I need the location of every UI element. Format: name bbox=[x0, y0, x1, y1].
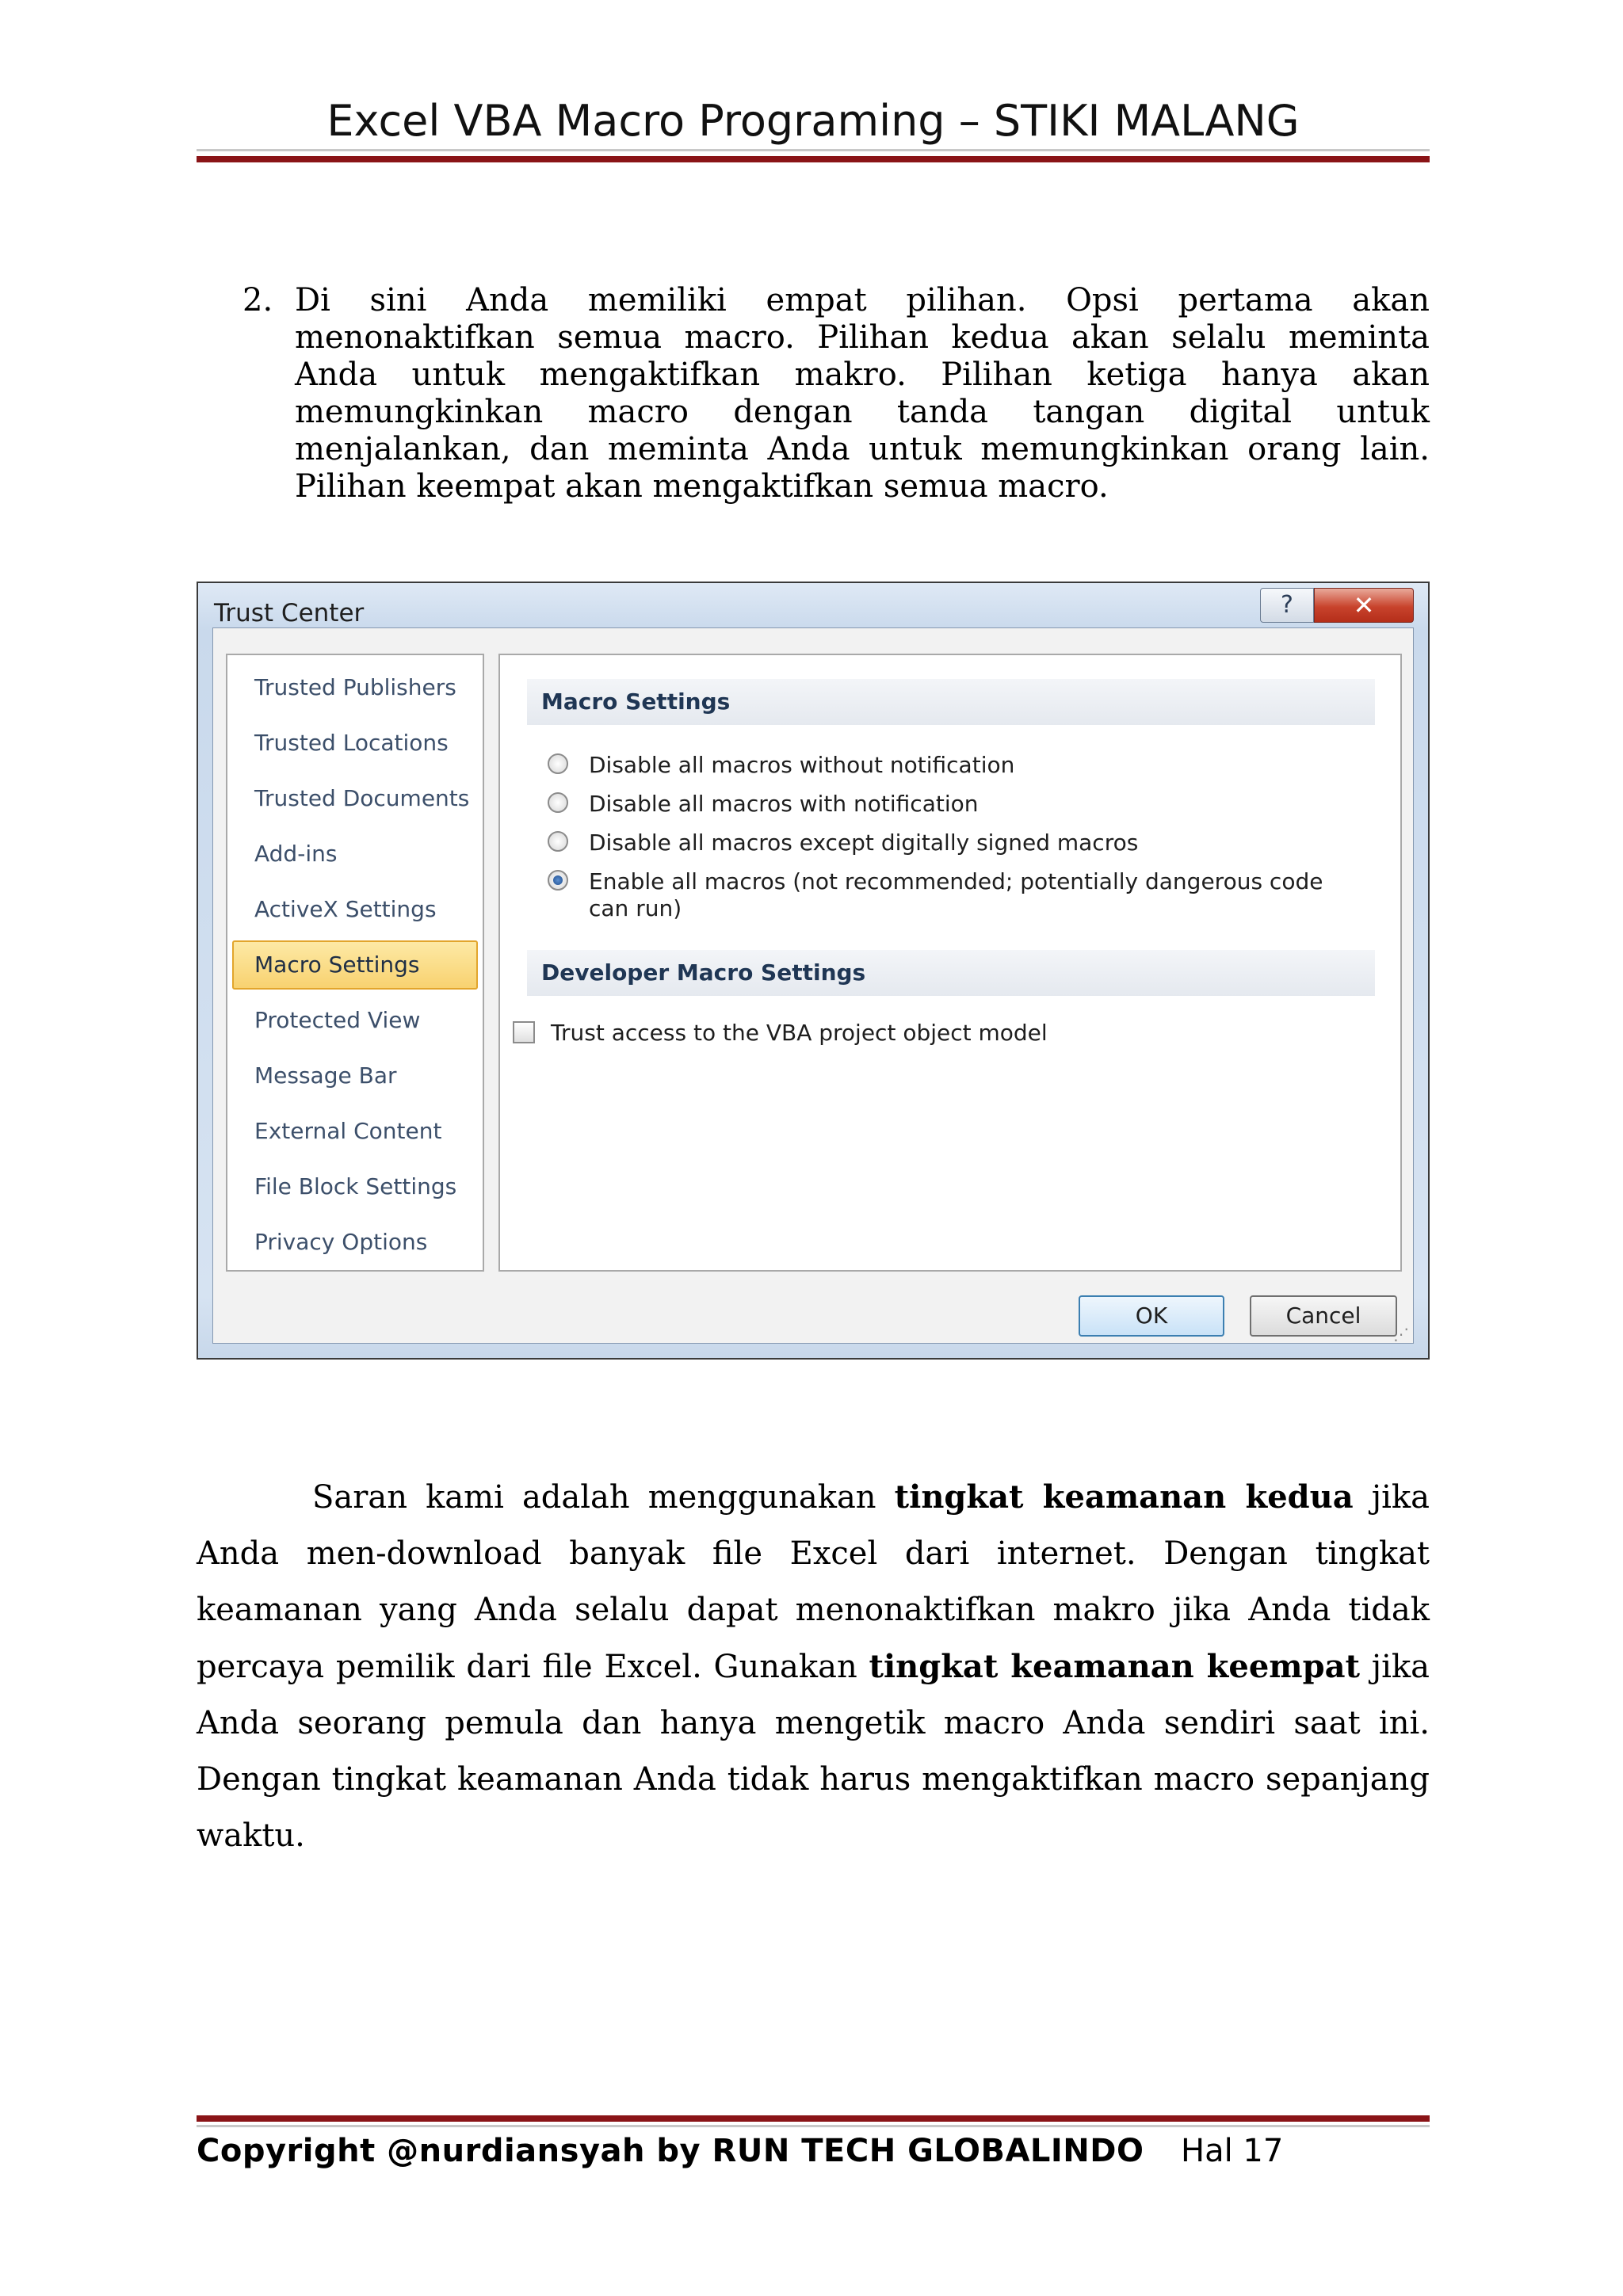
nav-panel bbox=[226, 654, 484, 1272]
radio-option-disable-with-notification[interactable] bbox=[589, 791, 1365, 818]
nav-item-protected-view[interactable]: Protected View bbox=[254, 1007, 421, 1033]
paragraph-text-1: Saran kami adalah menggunakan bbox=[312, 1479, 895, 1516]
radio-button[interactable] bbox=[548, 753, 568, 774]
paragraph-bold-1: tingkat keamanan kedua bbox=[894, 1478, 1354, 1516]
nav-item-activex-settings[interactable]: ActiveX Settings bbox=[254, 896, 437, 922]
header-rule-thin bbox=[197, 149, 1430, 151]
nav-item-trusted-publishers[interactable]: Trusted Publishers bbox=[254, 674, 456, 700]
resize-grip-icon[interactable]: ⋰ bbox=[1393, 1325, 1409, 1344]
vba-access-checkbox-row[interactable] bbox=[551, 1020, 1048, 1047]
body-paragraph bbox=[197, 1469, 1430, 1864]
radio-button-selected[interactable] bbox=[548, 870, 568, 891]
macro-settings-header: Macro Settings bbox=[527, 679, 1375, 725]
footer-copyright: Copyright @nurdiansyah by RUN TECH GLOBALINDO bbox=[197, 2133, 1144, 2169]
radio-label: Disable all macros except digitally signed macros bbox=[589, 830, 1139, 856]
nav-item-macro-settings[interactable]: Macro Settings bbox=[232, 940, 478, 990]
radio-button[interactable] bbox=[548, 792, 568, 813]
nav-item-file-block-settings[interactable]: File Block Settings bbox=[254, 1173, 457, 1199]
radio-label: Enable all macros (not recommended; potentially dangerous code can run) bbox=[589, 868, 1323, 921]
dialog-title: Trust Center bbox=[214, 599, 365, 627]
nav-item-trusted-locations[interactable]: Trusted Locations bbox=[254, 730, 449, 756]
developer-macro-settings-header: Developer Macro Settings bbox=[527, 950, 1375, 996]
footer-page-number: Hal 17 bbox=[1181, 2133, 1284, 2169]
cancel-button[interactable]: Cancel bbox=[1250, 1295, 1397, 1337]
paragraph-bold-2: tingkat keamanan keempat bbox=[869, 1648, 1360, 1685]
header-rule-thick bbox=[197, 156, 1430, 162]
radio-label: Disable all macros with notification bbox=[589, 791, 979, 817]
content-panel bbox=[498, 654, 1402, 1272]
footer-rule-thick bbox=[197, 2115, 1430, 2122]
trust-center-dialog bbox=[197, 582, 1430, 1360]
checkbox-label: Trust access to the VBA project object model bbox=[551, 1020, 1048, 1046]
radio-button[interactable] bbox=[548, 831, 568, 852]
paragraph-text-3: jika Anda seorang pemula dan hanya mengetik macro Anda sendiri saat ini. Dengan tingkat keamanan Anda tidak harus mengaktifkan macro sepanjang waktu. bbox=[197, 1649, 1430, 1854]
nav-item-external-content[interactable]: External Content bbox=[254, 1118, 442, 1144]
radio-option-disable-no-notification[interactable] bbox=[589, 752, 1365, 779]
ok-button[interactable]: OK bbox=[1079, 1295, 1224, 1337]
list-text: Di sini Anda memiliki empat pilihan. Opsi pertama akan menonaktifkan semua macro. Pilihan kedua akan selalu meminta Anda untuk mengaktifkan makro. Pilihan ketiga hanya akan memungkinkan macro dengan tanda tangan digital untuk menjalankan, dan meminta Anda untuk memungkinkan orang lain. Pilihan keempat akan mengaktifkan semua macro. bbox=[295, 282, 1430, 505]
radio-label: Disable all macros without notification bbox=[589, 752, 1015, 778]
radio-option-disable-except-signed[interactable] bbox=[589, 830, 1365, 856]
paragraph-text-2: jika Anda men-download banyak file Excel dari internet. Dengan tingkat keamanan yang Anda selalu dapat menonaktifkan makro jika Anda tidak percaya pemilik dari file Excel. Gunakan bbox=[197, 1479, 1430, 1685]
list-number: 2. bbox=[242, 282, 273, 318]
footer-rule-thin bbox=[197, 2125, 1430, 2127]
vba-access-checkbox[interactable] bbox=[513, 1021, 535, 1043]
nav-item-trusted-documents[interactable]: Trusted Documents bbox=[254, 785, 470, 811]
nav-item-add-ins[interactable]: Add-ins bbox=[254, 841, 338, 867]
dialog-body bbox=[212, 627, 1414, 1344]
radio-option-enable-all[interactable] bbox=[589, 868, 1365, 922]
nav-item-message-bar[interactable]: Message Bar bbox=[254, 1062, 397, 1089]
page-header-title: Excel VBA Macro Programing – STIKI MALANG bbox=[327, 96, 1300, 146]
close-button[interactable]: ✕ bbox=[1314, 588, 1414, 623]
nav-item-privacy-options[interactable]: Privacy Options bbox=[254, 1229, 428, 1255]
help-button[interactable]: ? bbox=[1260, 588, 1314, 623]
